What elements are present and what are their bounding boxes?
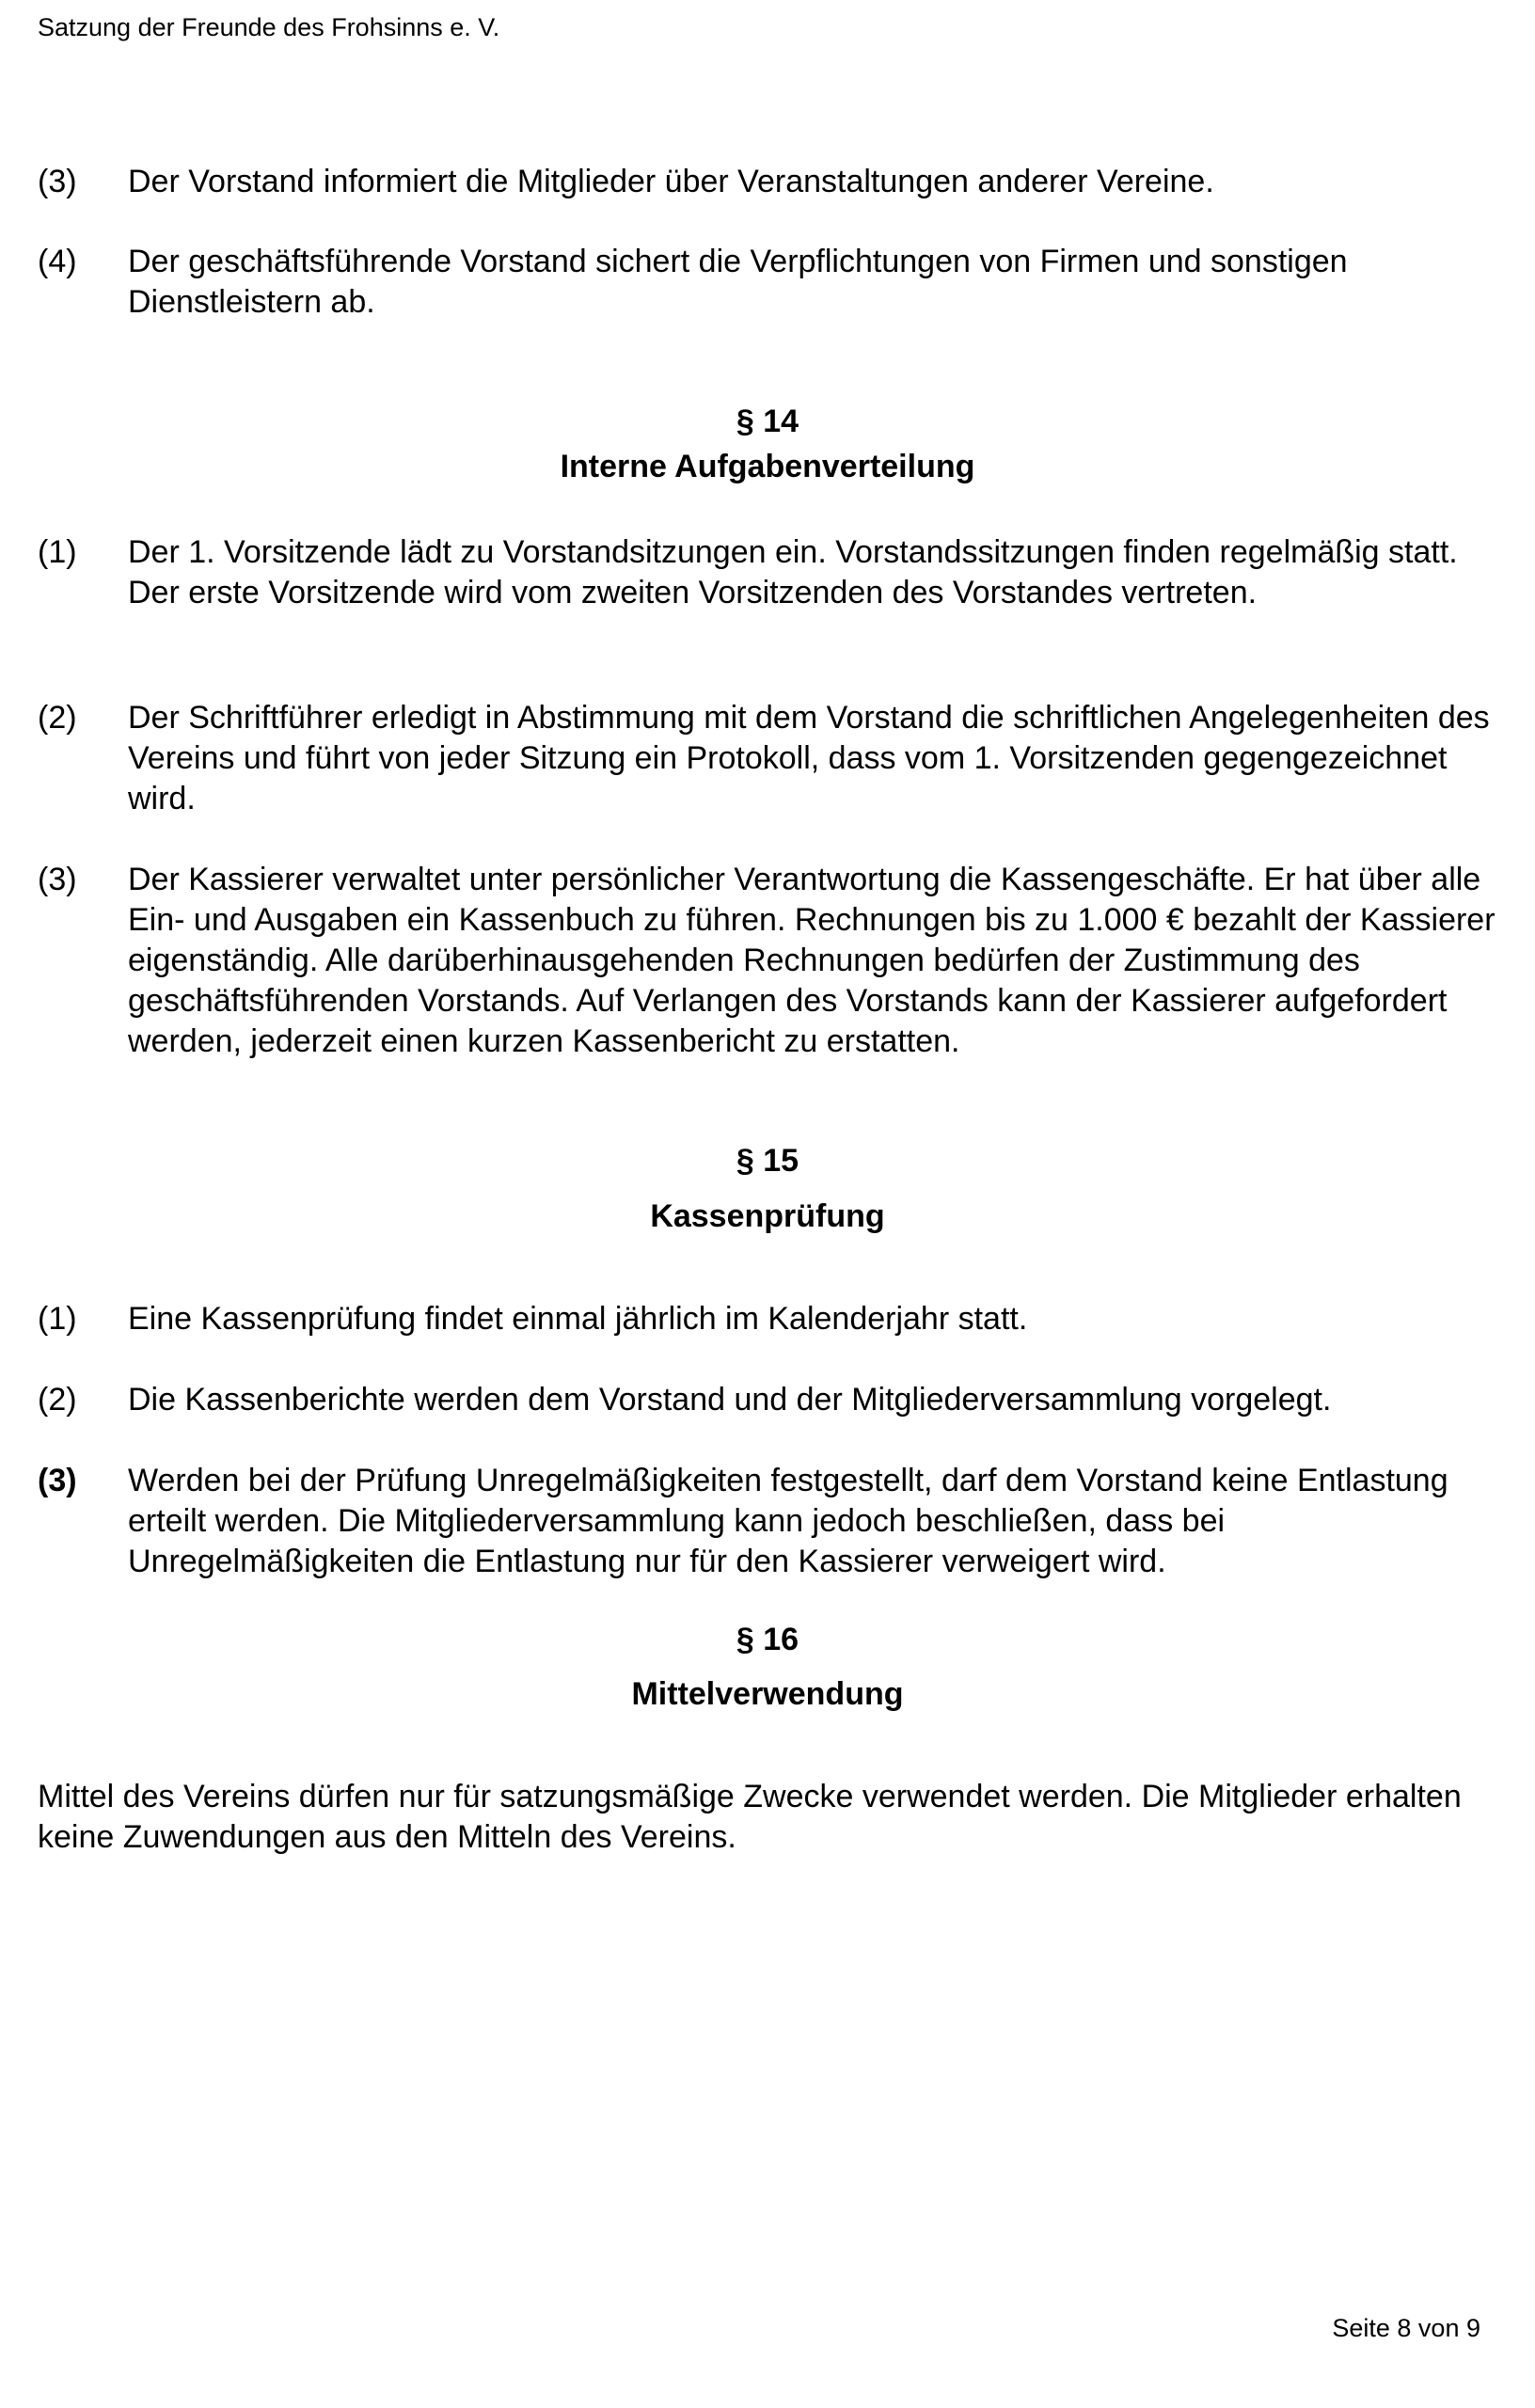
clause-text: Eine Kassenprüfung findet einmal jährlich im Kalenderjahr statt. [128, 1301, 1028, 1337]
clause-item [38, 1461, 1505, 1582]
clause-number: (3) [38, 164, 77, 199]
clause-text: Der 1. Vorsitzende lädt zu Vorstandsitzungen ein. Vorstandssitzungen finden regelmäßig statt. Der erste Vorsitzende wird vom zweiten Vorsitzenden des Vorstandes vertreten. [128, 534, 1458, 610]
section-title: Mittelverwendung [631, 1676, 904, 1712]
section-title: Kassenprüfung [650, 1198, 885, 1234]
clause-item [38, 860, 1505, 1062]
clause-number: (2) [38, 1382, 77, 1418]
clause-number: (3) [38, 862, 77, 897]
section-number: § 14 [736, 404, 799, 439]
clause-number: (2) [38, 700, 77, 736]
page-number: Seite 8 von 9 [1332, 2314, 1480, 2342]
section-number: § 16 [736, 1622, 799, 1657]
clause-number: (1) [38, 534, 77, 570]
clause-item [38, 242, 1505, 323]
clause-item [38, 1380, 1505, 1420]
clause-text: Der geschäftsführende Vorstand sichert die Verpflichtungen von Firmen und sonstigen Dienstleistern ab. [128, 244, 1348, 320]
section-number: § 15 [736, 1143, 799, 1179]
clause-item [38, 1299, 1505, 1339]
clause-text: Der Vorstand informiert die Mitglieder über Veranstaltungen anderer Vereine. [128, 164, 1214, 199]
section-paragraph: Mittel des Vereins dürfen nur für satzungsmäßige Zwecke verwendet werden. Die Mitglieder erhalten keine Zuwendungen aus den Mitteln des Vereins. [38, 1779, 1462, 1855]
clause-text: Werden bei der Prüfung Unregelmäßigkeiten festgestellt, darf dem Vorstand keine Entlastung erteilt werden. Die Mitgliederversammlung kann jedoch beschließen, dass bei Unregelmäßigkeiten die Entlastung nur für den Kassierer verweigert wird. [128, 1463, 1448, 1579]
clause-item [38, 162, 1505, 202]
clause-text: Der Kassierer verwaltet unter persönlicher Verantwortung die Kassengeschäfte. Er hat über alle Ein- und Ausgaben ein Kassenbuch zu führen. Rechnungen bis zu 1.000 € bezahlt der Kassierer eigenständig. Alle darüberhinausgehenden Rechnungen bedürfen der Zustimmung des geschäftsführenden Vorstands. Auf Verlangen des Vorstands kann der Kassierer aufgefordert werden, jederzeit einen kurzen Kassenbericht zu erstatten. [128, 862, 1495, 1059]
clause-number: (3) [38, 1463, 77, 1498]
clause-text: Der Schriftführer erledigt in Abstimmung mit dem Vorstand die schriftlichen Angelegenheiten des Vereins und führt von jeder Sitzung ein Protokoll, dass vom 1. Vorsitzenden gegengezeichnet wird. [128, 700, 1490, 816]
clause-item [38, 532, 1505, 613]
clause-number: (1) [38, 1301, 77, 1337]
clause-text: Die Kassenberichte werden dem Vorstand und der Mitgliederversammlung vorgelegt. [128, 1382, 1332, 1418]
section-title: Interne Aufgabenverteilung [560, 449, 975, 484]
clause-item [38, 698, 1505, 819]
clause-number: (4) [38, 244, 77, 279]
running-header: Satzung der Freunde des Frohsinns e. V. [38, 13, 500, 41]
